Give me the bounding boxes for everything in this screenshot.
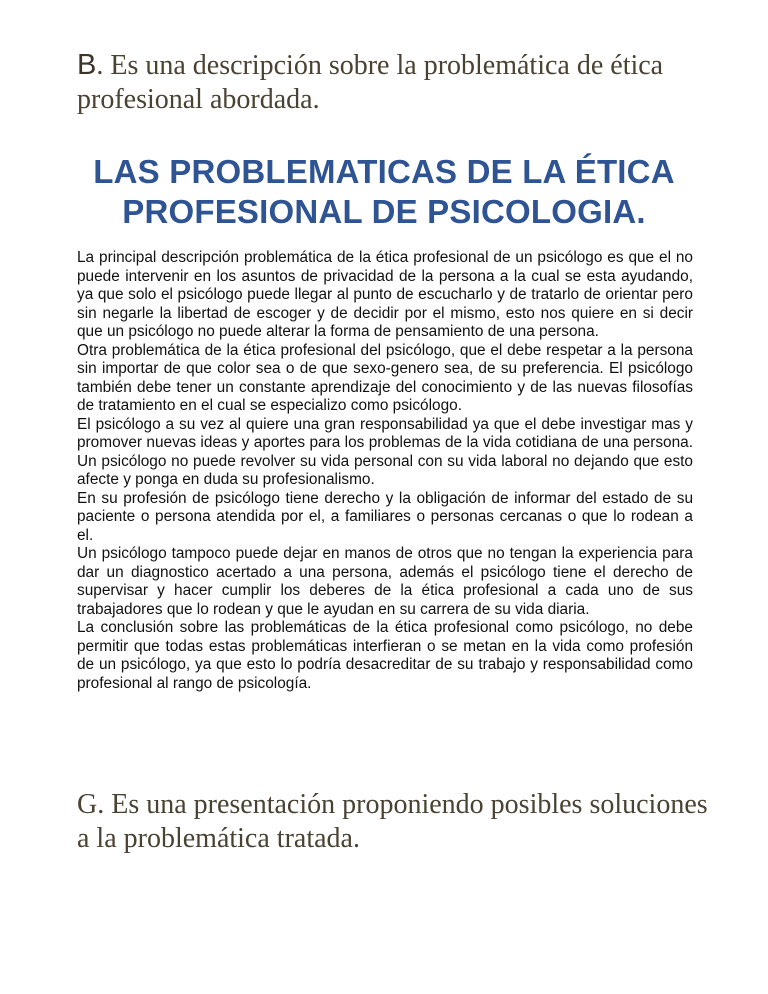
page-title: [60, 152, 708, 232]
body-text: [77, 249, 693, 693]
page-title-line-1: LAS PROBLEMATICAS DE LA ÉTICA: [93, 153, 675, 190]
paragraph: La principal descripción problemática de la ética profesional de un psicólogo es que el no puede intervenir en los asuntos de privacidad de la persona a la cual se esta ayudando, ya que solo el psicólogo puede llegar al punto de escucharlo y de tratarlo de orientar pero sin negarle la libertad de escoger y de decidir por el mismo, esto nos quiere en si decir que un psicólogo no puede alterar la forma de pensamiento de una persona.: [77, 249, 693, 340]
paragraph: Un psicólogo tampoco puede dejar en manos de otros que no tengan la experiencia para dar un diagnostico acertado a una persona, además el psicólogo tiene el derecho de supervisar y hacer cumplir los deberes de la ética profesional a cada uno de sus trabajadores que lo rodean y que le ayudan en su carrera de su vida diaria.: [77, 545, 693, 618]
section-g-heading: G. Es una presentación proponiendo posibles soluciones a la problemática tratada.: [77, 789, 708, 854]
paragraph: La conclusión sobre las problemáticas de la ética profesional como psicólogo, no debe permitir que todas estas problemáticas interfieran o se metan en la vida como profesión de un psicólogo, ya que esto lo podría desacreditar de su trabajo y responsabilidad como profesional al rango de psicología.: [77, 619, 693, 692]
page-title-line-2: PROFESIONAL DE PSICOLOGIA.: [122, 193, 646, 230]
section-b-heading: [77, 48, 717, 117]
paragraph: En su profesión de psicólogo tiene derecho y la obligación de informar del estado de su paciente o persona atendida por el, a familiares o personas cercanas o que lo rodean a el.: [77, 489, 693, 544]
paragraph: Otra problemática de la ética profesional del psicólogo, que el debe respetar a la persona sin importar de que color sea o de que sexo-genero sea, de su preferencia. El psicólogo también debe tener un constante aprendizaje del conocimiento y de las nuevas filosofías de tratamiento en el cual se especializo como psicólogo.: [77, 341, 693, 414]
paragraph: El psicólogo a su vez al quiere una gran responsabilidad ya que el debe investigar mas y promover nuevas ideas y aportes para los problemas de la vida cotidiana de una persona. Un psicólogo no puede revolver su vida personal con su vida laboral no dejando que esto afecte y ponga en duda su profesionalismo.: [77, 415, 693, 488]
section-b-letter: B: [77, 49, 97, 81]
section-b-text: . Es una descripción sobre la problemática de ética profesional abordada.: [77, 50, 664, 115]
